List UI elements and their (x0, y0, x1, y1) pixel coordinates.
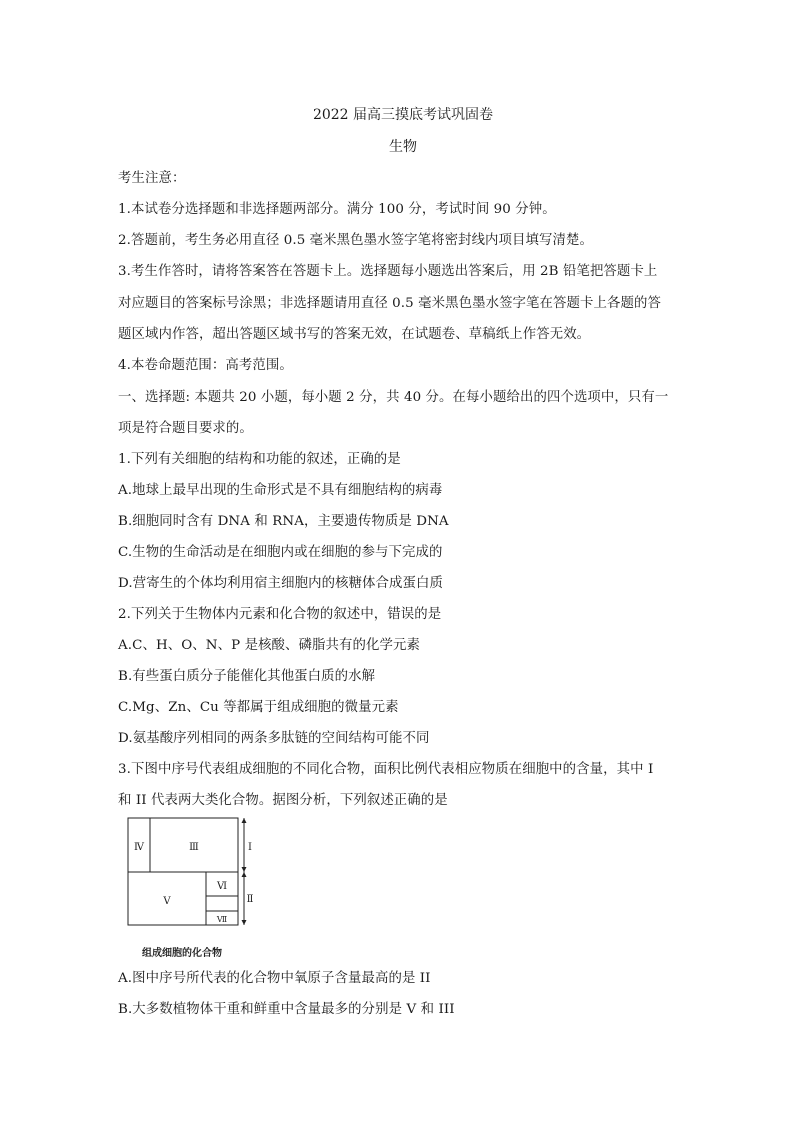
notice-item: 1.本试卷分选择题和非选择题两部分。满分 100 分，考试时间 90 分钟。 (118, 202, 556, 217)
notice-item: 题区域内作答，超出答题区域书写的答案无效，在试题卷、草稿纸上作答无效。 (118, 327, 591, 342)
question-3-option-a: A.图中序号所代表的化合物中氧原子含量最高的是 II (118, 971, 431, 986)
section-instructions: 一、选择题: 本题共 20 小题，每小题 2 分，共 40 分。在每小题给出的四个选项中，只有一 (118, 390, 669, 405)
exam-title: 2022 届高三摸底考试巩固卷 (312, 107, 494, 123)
notice-item: 2.答题前，考生务必用直径 0.5 毫米黑色墨水签字笔将密封线内项目填写清楚。 (118, 233, 593, 248)
question-2-option-a: A.C、H、O、N、P 是核酸、磷脂共有的化学元素 (118, 638, 420, 653)
question-2-option-b: B.有些蛋白质分子能催化其他蛋白质的水解 (118, 669, 376, 684)
label-i: Ⅰ (248, 842, 252, 853)
question-3-stem-cont: 和 II 代表两大类化合物。据图分析，下列叙述正确的是 (118, 793, 448, 808)
question-1-stem: 1.下列有关细胞的结构和功能的叙述，正确的是 (118, 452, 401, 467)
label-vi: Ⅵ (216, 881, 228, 892)
notice-item: 3.考生作答时，请将答案答在答题卡上。选择题每小题选出答案后，用 2B 铅笔把答题卡上 (118, 264, 658, 279)
notice-item: 对应题目的答案标号涂黑；非选择题请用直径 0.5 毫米黑色墨水签字笔在答题卡上各题的答 (118, 296, 661, 311)
notice-item: 4.本卷命题范围：高考范围。 (118, 358, 293, 373)
question-1-option-b: B.细胞同时含有 DNA 和 RNA，主要遗传物质是 DNA (118, 514, 449, 529)
question-3-stem: 3.下图中序号代表组成细胞的不同化合物，面积比例代表相应物质在细胞中的含量，其中 I (118, 762, 654, 777)
label-iv: Ⅳ (134, 842, 144, 853)
label-ii: Ⅱ (246, 894, 254, 905)
compounds-area-diagram (126, 816, 254, 964)
question-1-option-d: D.营寄生的个体均利用宿主细胞内的核糖体合成蛋白质 (118, 576, 443, 591)
exam-subject: 生物 (389, 139, 417, 155)
question-2-option-d: D.氨基酸序列相同的两条多肽链的空间结构可能不同 (118, 731, 430, 746)
question-3-option-b: B.大多数植物体干重和鲜重中含量最多的分别是 V 和 III (118, 1002, 455, 1017)
label-iii: Ⅲ (189, 842, 199, 853)
question-2-option-c: C.Mg、Zn、Cu 等都属于组成细胞的微量元素 (118, 700, 399, 715)
figure-caption: 组成细胞的化合物 (142, 948, 222, 959)
notice-heading: 考生注意： (118, 171, 186, 186)
question-2-stem: 2.下列关于生物体内元素和化合物的叙述中，错误的是 (118, 607, 442, 622)
label-v: Ⅴ (163, 896, 171, 907)
question-1-option-c: C.生物的生命活动是在细胞内或在细胞的参与下完成的 (118, 545, 443, 560)
label-vii: Ⅶ (216, 915, 228, 924)
question-1-option-a: A.地球上最早出现的生命形式是不具有细胞结构的病毒 (118, 483, 443, 498)
section-instructions-cont: 项是符合题目要求的。 (118, 421, 253, 436)
